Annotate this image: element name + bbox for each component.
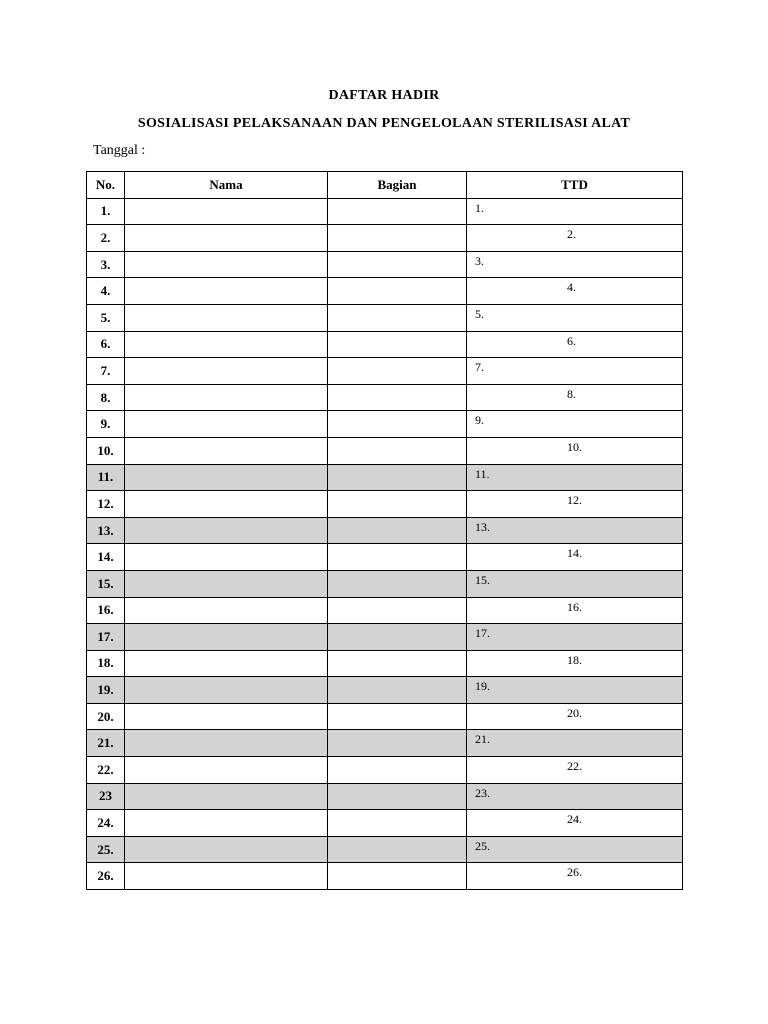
row-number: 8. — [87, 384, 125, 411]
ttd-cell[interactable] — [467, 544, 683, 571]
signature-number: 22. — [567, 759, 582, 774]
signature-number: 14. — [567, 546, 582, 561]
signature-number: 9. — [475, 413, 484, 428]
nama-cell[interactable] — [125, 677, 328, 704]
ttd-cell[interactable] — [467, 198, 683, 225]
nama-cell[interactable] — [125, 597, 328, 624]
bagian-cell[interactable] — [328, 251, 467, 278]
signature-number: 20. — [567, 705, 582, 720]
row-number: 1. — [87, 198, 125, 225]
nama-cell[interactable] — [125, 517, 328, 544]
nama-cell[interactable] — [125, 730, 328, 757]
signature-number: 13. — [475, 519, 490, 534]
row-number: 4. — [87, 278, 125, 305]
row-number: 16. — [87, 597, 125, 624]
header-ttd: TTD — [467, 172, 683, 199]
nama-cell[interactable] — [125, 757, 328, 784]
nama-cell[interactable] — [125, 198, 328, 225]
ttd-cell[interactable] — [467, 358, 683, 385]
row-number: 25. — [87, 836, 125, 863]
bagian-cell[interactable] — [328, 358, 467, 385]
signature-number: 24. — [567, 812, 582, 827]
signature-number: 21. — [475, 732, 490, 747]
nama-cell[interactable] — [125, 411, 328, 438]
row-number: 11. — [87, 464, 125, 491]
signature-number: 5. — [475, 306, 484, 321]
row-number: 13. — [87, 517, 125, 544]
row-number: 26. — [87, 863, 125, 890]
bagian-cell[interactable] — [328, 783, 467, 810]
table-row — [87, 304, 683, 331]
table-row — [87, 464, 683, 491]
signature-number: 6. — [567, 333, 576, 348]
row-number: 17. — [87, 624, 125, 651]
ttd-cell[interactable] — [467, 570, 683, 597]
bagian-cell[interactable] — [328, 570, 467, 597]
row-number: 12. — [87, 491, 125, 518]
table-row — [87, 358, 683, 385]
signature-number: 23. — [475, 785, 490, 800]
ttd-cell[interactable] — [467, 597, 683, 624]
table-row — [87, 863, 683, 890]
date-label: Tanggal : — [93, 143, 146, 158]
row-number: 23 — [87, 783, 125, 810]
nama-cell[interactable] — [125, 331, 328, 358]
ttd-cell[interactable] — [467, 225, 683, 252]
ttd-cell[interactable] — [467, 677, 683, 704]
nama-cell[interactable] — [125, 464, 328, 491]
nama-cell[interactable] — [125, 225, 328, 252]
table-row — [87, 730, 683, 757]
header-nama: Nama — [125, 172, 328, 199]
row-number: 24. — [87, 810, 125, 837]
nama-cell[interactable] — [125, 836, 328, 863]
nama-cell[interactable] — [125, 437, 328, 464]
table-row — [87, 491, 683, 518]
row-number: 5. — [87, 304, 125, 331]
document-title: DAFTAR HADIR — [328, 88, 440, 103]
attendance-table — [86, 171, 683, 890]
bagian-cell[interactable] — [328, 677, 467, 704]
bagian-cell[interactable] — [328, 331, 467, 358]
bagian-cell[interactable] — [328, 464, 467, 491]
bagian-cell[interactable] — [328, 863, 467, 890]
row-number: 15. — [87, 570, 125, 597]
ttd-cell[interactable] — [467, 836, 683, 863]
table-row — [87, 544, 683, 571]
bagian-cell[interactable] — [328, 491, 467, 518]
signature-number: 12. — [567, 493, 582, 508]
table-row — [87, 757, 683, 784]
bagian-cell[interactable] — [328, 624, 467, 651]
table-row — [87, 703, 683, 730]
table-row — [87, 384, 683, 411]
document-subtitle: SOSIALISASI PELAKSANAAN DAN PENGELOLAAN STERILISASI ALAT — [137, 116, 631, 131]
bagian-cell[interactable] — [328, 384, 467, 411]
signature-number: 19. — [475, 679, 490, 694]
ttd-cell[interactable] — [467, 703, 683, 730]
nama-cell[interactable] — [125, 783, 328, 810]
bagian-cell[interactable] — [328, 198, 467, 225]
signature-number: 16. — [567, 599, 582, 614]
nama-cell[interactable] — [125, 650, 328, 677]
table-row — [87, 437, 683, 464]
ttd-cell[interactable] — [467, 783, 683, 810]
nama-cell[interactable] — [125, 863, 328, 890]
table-row — [87, 225, 683, 252]
header-no: No. — [87, 172, 125, 199]
nama-cell[interactable] — [125, 278, 328, 305]
row-number: 18. — [87, 650, 125, 677]
ttd-cell[interactable] — [467, 464, 683, 491]
bagian-cell[interactable] — [328, 730, 467, 757]
bagian-cell[interactable] — [328, 411, 467, 438]
table-row — [87, 677, 683, 704]
signature-number: 18. — [567, 652, 582, 667]
table-row — [87, 783, 683, 810]
signature-number: 10. — [567, 439, 582, 454]
nama-cell[interactable] — [125, 624, 328, 651]
signature-number: 15. — [475, 572, 490, 587]
nama-cell[interactable] — [125, 703, 328, 730]
signature-number: 11. — [475, 466, 490, 481]
ttd-cell[interactable] — [467, 491, 683, 518]
table-row — [87, 570, 683, 597]
bagian-cell[interactable] — [328, 810, 467, 837]
signature-number: 2. — [567, 227, 576, 242]
table-row — [87, 251, 683, 278]
row-number: 19. — [87, 677, 125, 704]
table-row — [87, 278, 683, 305]
nama-cell[interactable] — [125, 570, 328, 597]
row-number: 10. — [87, 437, 125, 464]
nama-cell[interactable] — [125, 810, 328, 837]
table-row — [87, 331, 683, 358]
signature-number: 3. — [475, 253, 484, 268]
signature-number: 8. — [567, 386, 576, 401]
bagian-cell[interactable] — [328, 836, 467, 863]
table-body — [87, 198, 683, 889]
signature-number: 4. — [567, 280, 576, 295]
bagian-cell[interactable] — [328, 757, 467, 784]
table-row — [87, 517, 683, 544]
table-row — [87, 597, 683, 624]
bagian-cell[interactable] — [328, 703, 467, 730]
signature-number: 25. — [475, 838, 490, 853]
ttd-cell[interactable] — [467, 278, 683, 305]
ttd-cell[interactable] — [467, 437, 683, 464]
signature-number: 7. — [475, 360, 484, 375]
row-number: 14. — [87, 544, 125, 571]
signature-number: 1. — [475, 200, 484, 215]
nama-cell[interactable] — [125, 251, 328, 278]
nama-cell[interactable] — [125, 384, 328, 411]
ttd-cell[interactable] — [467, 650, 683, 677]
ttd-cell[interactable] — [467, 411, 683, 438]
row-number: 2. — [87, 225, 125, 252]
bagian-cell[interactable] — [328, 304, 467, 331]
row-number: 22. — [87, 757, 125, 784]
nama-cell[interactable] — [125, 358, 328, 385]
row-number: 6. — [87, 331, 125, 358]
signature-number: 26. — [567, 865, 582, 880]
row-number: 21. — [87, 730, 125, 757]
table-header-row — [87, 172, 683, 199]
bagian-cell[interactable] — [328, 278, 467, 305]
table-row — [87, 198, 683, 225]
row-number: 9. — [87, 411, 125, 438]
bagian-cell[interactable] — [328, 225, 467, 252]
table-row — [87, 411, 683, 438]
ttd-cell[interactable] — [467, 517, 683, 544]
ttd-cell[interactable] — [467, 730, 683, 757]
nama-cell[interactable] — [125, 304, 328, 331]
ttd-cell[interactable] — [467, 757, 683, 784]
table-row — [87, 836, 683, 863]
ttd-cell[interactable] — [467, 304, 683, 331]
ttd-cell[interactable] — [467, 384, 683, 411]
ttd-cell[interactable] — [467, 810, 683, 837]
ttd-cell[interactable] — [467, 331, 683, 358]
row-number: 7. — [87, 358, 125, 385]
ttd-cell[interactable] — [467, 624, 683, 651]
header-bagian: Bagian — [328, 172, 467, 199]
nama-cell[interactable] — [125, 491, 328, 518]
ttd-cell[interactable] — [467, 863, 683, 890]
bagian-cell[interactable] — [328, 650, 467, 677]
row-number: 20. — [87, 703, 125, 730]
table-row — [87, 810, 683, 837]
table-row — [87, 624, 683, 651]
bagian-cell[interactable] — [328, 597, 467, 624]
nama-cell[interactable] — [125, 544, 328, 571]
bagian-cell[interactable] — [328, 517, 467, 544]
bagian-cell[interactable] — [328, 544, 467, 571]
table-row — [87, 650, 683, 677]
row-number: 3. — [87, 251, 125, 278]
signature-number: 17. — [475, 626, 490, 641]
ttd-cell[interactable] — [467, 251, 683, 278]
bagian-cell[interactable] — [328, 437, 467, 464]
